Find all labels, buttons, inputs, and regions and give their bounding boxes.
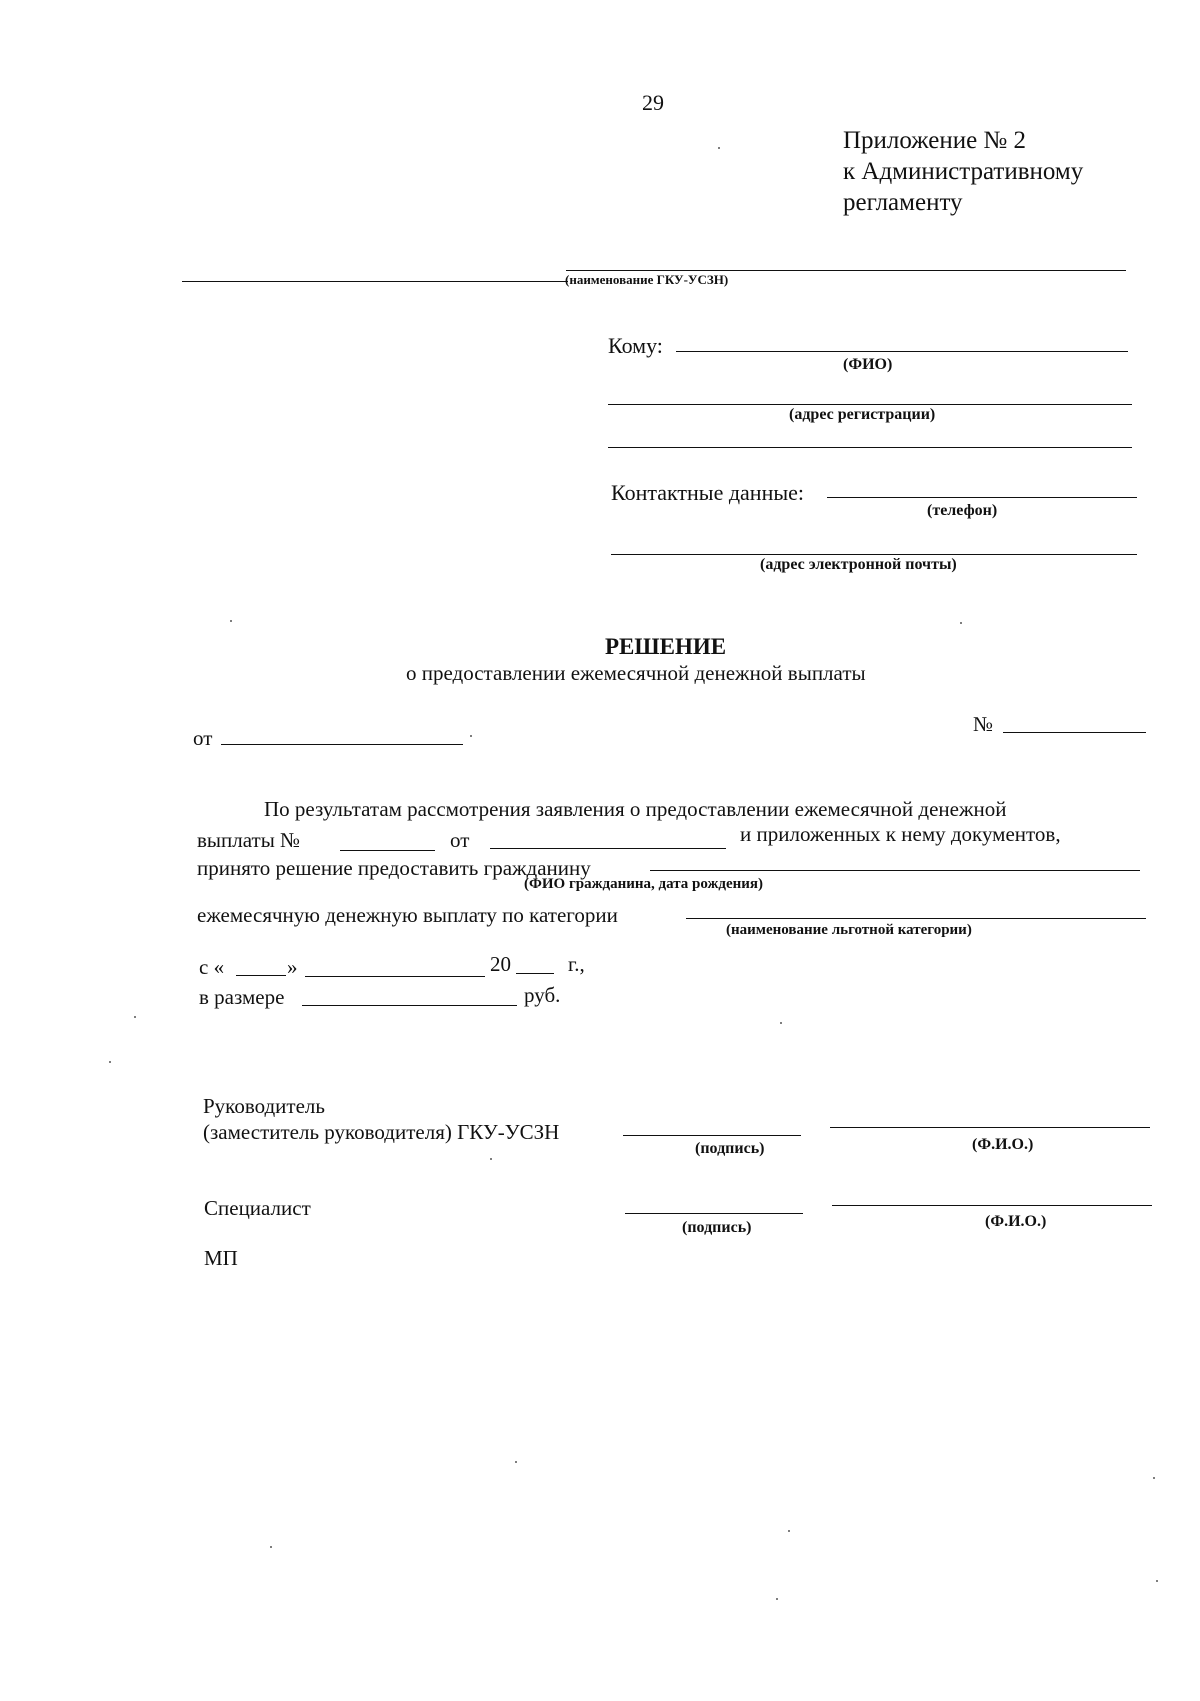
- body-line-3: принято решение предоставить гражданину: [197, 856, 591, 880]
- head-title-line-1: Руководитель: [203, 1094, 325, 1118]
- from-month-line: [305, 976, 485, 977]
- scan-speck: [788, 1530, 790, 1532]
- category-line: [686, 918, 1146, 919]
- from-year-line: [516, 973, 554, 974]
- amount-unit: руб.: [524, 983, 561, 1007]
- org-name-line: [182, 281, 568, 282]
- address-line-1: [608, 404, 1132, 405]
- appendix-line-3: регламенту: [843, 189, 963, 216]
- body-line-4: ежемесячную денежную выплату по категории: [197, 903, 618, 927]
- appendix-line-2: к Административному: [843, 158, 1084, 185]
- category-caption: (наименование льготной категории): [726, 922, 972, 938]
- scan-speck: [776, 1598, 778, 1600]
- scan-speck: [1156, 1580, 1158, 1582]
- org-name-line-right: [566, 270, 1126, 271]
- scan-speck: [960, 622, 962, 624]
- amount-line: [302, 1005, 517, 1006]
- head-title-line-2: (заместитель руководителя) ГКУ-УСЗН: [203, 1120, 560, 1144]
- fio-caption: (ФИО): [843, 356, 893, 373]
- citizen-line: [650, 870, 1140, 871]
- document-subtitle: о предоставлении ежемесячной денежной выплаты: [406, 661, 866, 685]
- scan-speck: [470, 735, 472, 737]
- from-date-close: »: [287, 955, 298, 979]
- specialist-fio-line: [832, 1205, 1152, 1206]
- date-line: [221, 744, 463, 745]
- specialist-signature-line: [625, 1213, 803, 1214]
- scan-speck: [270, 1546, 272, 1548]
- head-fio-line: [830, 1127, 1150, 1128]
- specialist-fio-caption: (Ф.И.О.): [985, 1213, 1047, 1230]
- specialist-label: Специалист: [204, 1196, 311, 1220]
- body-line-2-b: от: [450, 828, 470, 852]
- page-number: 29: [642, 90, 664, 115]
- application-date-line: [490, 848, 726, 849]
- document-title: РЕШЕНИЕ: [605, 634, 727, 659]
- to-label: Кому:: [608, 333, 663, 358]
- contacts-label: Контактные данные:: [611, 480, 804, 505]
- address-line-2: [608, 447, 1132, 448]
- email-line: [611, 554, 1137, 555]
- org-name-caption: (наименование ГКУ-УСЗН): [565, 272, 729, 287]
- scan-speck: [780, 1022, 782, 1024]
- number-label: №: [973, 712, 994, 736]
- scan-speck: [718, 147, 720, 149]
- application-number-line: [340, 850, 435, 851]
- body-line-2-c: и приложенных к нему документов,: [740, 822, 1061, 846]
- specialist-signature-caption: (подпись): [682, 1219, 752, 1236]
- scan-speck: [134, 1016, 136, 1018]
- date-label: от: [193, 726, 213, 750]
- number-line: [1003, 732, 1146, 733]
- amount-label: в размере: [199, 985, 285, 1009]
- address-caption: (адрес регистрации): [789, 406, 936, 423]
- appendix-line-1: Приложение № 2: [843, 127, 1027, 154]
- from-day-line: [236, 975, 286, 976]
- scan-speck: [230, 620, 232, 622]
- fio-line: [676, 351, 1128, 352]
- scan-speck: [515, 1461, 517, 1463]
- stamp-place: МП: [204, 1246, 238, 1270]
- body-line-2-a: выплаты №: [197, 828, 301, 852]
- head-signature-line: [623, 1135, 801, 1136]
- phone-caption: (телефон): [927, 502, 998, 519]
- scan-speck: [109, 1061, 111, 1063]
- scan-speck: [490, 1158, 492, 1160]
- from-year-prefix: 20: [490, 952, 511, 976]
- body-line-1: По результатам рассмотрения заявления о предоставлении ежемесячной денежной: [264, 797, 1007, 821]
- from-date-open: с «: [199, 955, 225, 979]
- scan-speck: [1153, 1477, 1155, 1479]
- citizen-caption: (ФИО гражданина, дата рождения): [524, 876, 763, 892]
- head-signature-caption: (подпись): [695, 1140, 765, 1157]
- head-fio-caption: (Ф.И.О.): [972, 1136, 1034, 1153]
- from-year-suffix: г.,: [568, 952, 585, 976]
- email-caption: (адрес электронной почты): [760, 556, 957, 573]
- phone-line: [827, 497, 1137, 498]
